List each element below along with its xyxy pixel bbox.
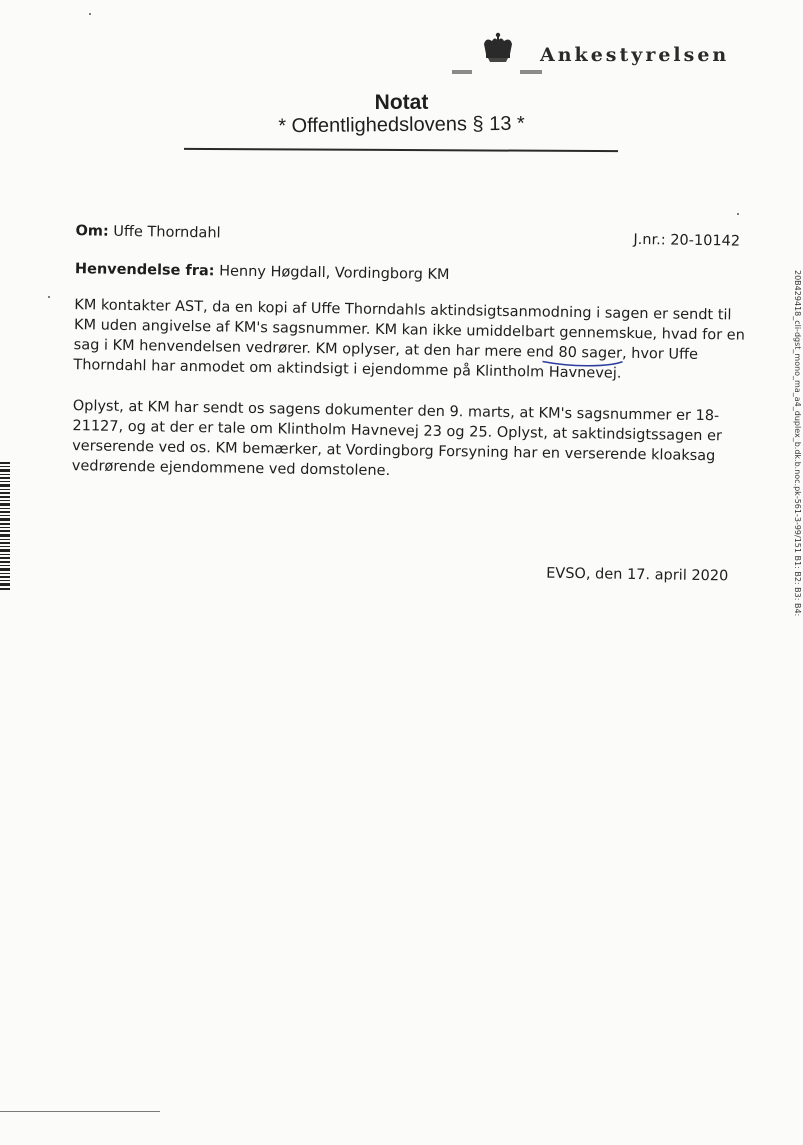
jnr-row (633, 230, 740, 252)
title-rule (184, 148, 618, 152)
paragraph-1-line-1: KM kontakter AST, da en kopi af Uffe Thorndahls aktindsigtsanmodning i sagen er sendt til (74, 297, 732, 324)
scan-speck (89, 13, 91, 15)
paragraph-2-line-3: verserende ved os. KM bemærker, at Vordingborg Forsyning har en verserende kloaksag (72, 438, 716, 465)
barcode-strip (0, 462, 10, 590)
jnr-value: 20-10142 (670, 232, 741, 250)
henvendelse-value: Henny Høgdall, Vordingborg KM (219, 263, 450, 284)
handwritten-underline-80-sager: d 80 sager (544, 343, 622, 364)
om-row (75, 221, 220, 243)
signature-line: EVSO, den 17. april 2020 (546, 565, 729, 585)
document-title: Notat (374, 91, 429, 114)
paragraph-1-line-2: KM uden angivelse af KM's sagsnummer. KM kan ikke umiddelbart gennemskue, hvad for en (73, 317, 745, 344)
scan-speck (48, 296, 50, 298)
document-subtitle: * Offentlighedslovens § 13 * (278, 112, 525, 138)
memo-body (60, 200, 746, 611)
pen-underline-mark (540, 359, 624, 368)
organization-name: Ankestyrelsen (540, 44, 730, 66)
paragraph-2-line-4: vedrørende ejendommene ved domstolene. (71, 458, 391, 480)
om-label: Om: (75, 223, 109, 240)
paragraph-2-line-2: 21127, og at der er tale om Klintholm Havnevej 23 og 25. Oplyst, at saktindsigtssagen er (72, 418, 723, 445)
footer-line (0, 1111, 160, 1112)
paragraph-2 (72, 396, 723, 486)
henvendelse-row (75, 259, 450, 285)
paragraph-2-line-1: Oplyst, at KM har sendt os sagens dokumenter den 9. marts, at KM's sagsnummer er 18- (72, 398, 720, 425)
jnr-label: J.nr.: (633, 231, 666, 249)
scan-side-code: 20B429418_cli-dgst_mono_ma_a4_duplex_b.dk.b.noc.pk-561-3-99/151 B1: B2: B3: B4: (793, 270, 802, 617)
paragraph-1-line-3-start: sag i KM henvendelsen vedrører. KM oplyser, at den har mere en (73, 337, 545, 361)
scan-speck (737, 213, 739, 215)
paragraph-1-line-3-end: , hvor Uffe (621, 345, 699, 363)
henvendelse-label: Henvendelse fra: (74, 261, 215, 280)
logo-bars (452, 68, 572, 76)
paragraph-1-line-4: Thorndahl har anmodet om aktindsigt i ejendomme på Klintholm Havnevej. (73, 357, 622, 382)
om-value: Uffe Thorndahl (113, 223, 221, 242)
paragraph-1 (73, 295, 745, 386)
crown-icon (478, 32, 518, 64)
